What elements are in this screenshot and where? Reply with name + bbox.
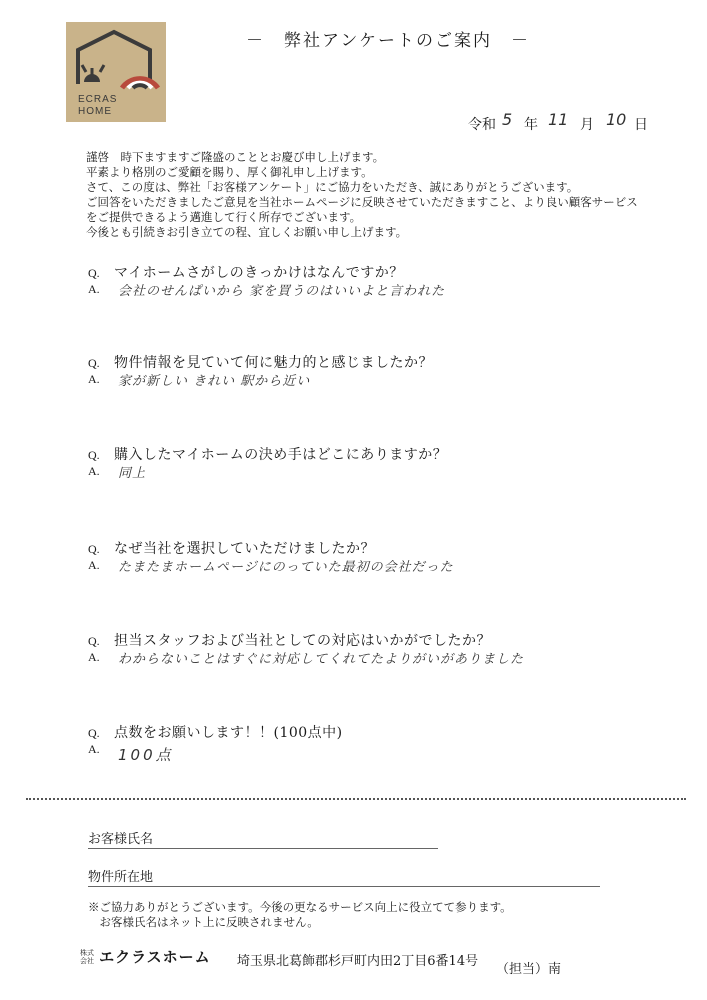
qa-item-3: [88, 444, 688, 486]
date-year-unit: 年: [524, 117, 538, 133]
intro-line: をご提供できるよう邁進して行く所存でございます。: [86, 210, 362, 224]
qa-item-1: [88, 262, 688, 304]
a-label: A.: [88, 282, 100, 296]
dotted-divider: [26, 798, 686, 800]
a-label: A.: [88, 464, 100, 478]
property-location-label: 物件所在地: [88, 870, 154, 885]
answer: [88, 650, 688, 672]
question: [88, 262, 688, 282]
question: [88, 352, 688, 372]
question-text: 担当スタッフおよび当社としての対応はいかがでしたか？: [114, 633, 491, 649]
a-label: A.: [88, 742, 100, 756]
intro-line: さて、この度は、弊社「お客様アンケート」にご協力をいただき、誠にありがとうございます。: [86, 180, 579, 194]
q-label: Q.: [88, 266, 100, 280]
property-location-underline: [88, 886, 600, 887]
question-text: なぜ当社を選択していただけましたか？: [114, 541, 375, 557]
page-title: － 弊社アンケートのご案内 －: [246, 31, 530, 51]
question-text: 購入したマイホームの決め手はどこにありますか？: [114, 447, 448, 463]
question-text: マイホームさがしのきっかけはなんですか？: [114, 265, 404, 281]
qa-item-2: [88, 352, 688, 394]
footnote-line: ※ご協力ありがとうございます。今後の更なるサービス向上に役立てて参ります。: [88, 900, 512, 914]
company-type-line2: 会社: [80, 956, 94, 965]
question: [88, 630, 688, 650]
qa-item-4: [88, 538, 688, 580]
a-label: A.: [88, 558, 100, 572]
company-type-line1: 株式: [80, 948, 94, 957]
qa-item-6: [88, 722, 688, 764]
date-day: 10: [606, 110, 627, 129]
logo-text-line1: ECRAS: [78, 94, 118, 105]
answer-text: わからないことはすぐに対応してくれてたよりがいがありました: [118, 652, 525, 667]
answer: [88, 742, 688, 764]
company-logo: [66, 22, 166, 122]
answer-text: 会社のせんぱいから 家を買うのはいいよと言われた: [118, 284, 446, 299]
date-year: 5: [502, 110, 513, 129]
answer-text: たまたまホームページにのっていた最初の会社だった: [118, 560, 454, 575]
date-era: 令和: [468, 117, 496, 133]
question: [88, 444, 688, 464]
q-label: Q.: [88, 542, 100, 556]
date-month-unit: 月: [580, 117, 594, 133]
intro-text: [86, 150, 686, 240]
answer-text: 同上: [118, 466, 147, 481]
intro-line: 平素より格別のご愛顧を賜り、厚く御礼申し上げます。: [86, 165, 373, 179]
answer: [88, 464, 688, 486]
answer-text: 家が新しい きれい 駅から近い: [118, 374, 311, 389]
q-label: Q.: [88, 726, 100, 740]
logo-text-line2: HOME: [78, 106, 112, 117]
intro-line: ご回答をいただきましたご意見を当社ホームページに反映させていただきますこと、より良い顧客サービス: [86, 195, 638, 209]
answer: [88, 372, 688, 394]
company-name: [80, 946, 211, 967]
answer-text: 100点: [118, 746, 174, 764]
customer-name-label: お客様氏名: [88, 832, 154, 847]
date-month: 11: [548, 110, 569, 129]
staff-in-charge: （担当）南: [496, 962, 562, 977]
company-name-text: エクラスホーム: [99, 948, 211, 966]
intro-line: 謹啓 時下ますますご隆盛のこととお慶び申し上げます。: [86, 150, 385, 164]
intro-line: 今後とも引続きお引き立ての程、宜しくお願い申し上げます。: [86, 225, 408, 239]
a-label: A.: [88, 372, 100, 386]
a-label: A.: [88, 650, 100, 664]
company-address: 埼玉県北葛飾郡杉戸町内田2丁目6番14号: [237, 954, 479, 969]
footnote-line: お客様氏名はネット上に反映されません。: [88, 915, 319, 929]
customer-name-underline: [88, 848, 438, 849]
q-label: Q.: [88, 448, 100, 462]
date: [468, 110, 658, 136]
footnote: [88, 900, 512, 930]
qa-item-5: [88, 630, 688, 672]
question-text: 点数をお願いします！！(100点中): [114, 725, 343, 741]
q-label: Q.: [88, 356, 100, 370]
question: [88, 722, 688, 742]
company-type: [80, 949, 94, 965]
question: [88, 538, 688, 558]
answer: [88, 282, 688, 304]
q-label: Q.: [88, 634, 100, 648]
date-day-unit: 日: [634, 117, 648, 133]
question-text: 物件情報を見ていて何に魅力的と感じましたか？: [114, 355, 433, 371]
answer: [88, 558, 688, 580]
